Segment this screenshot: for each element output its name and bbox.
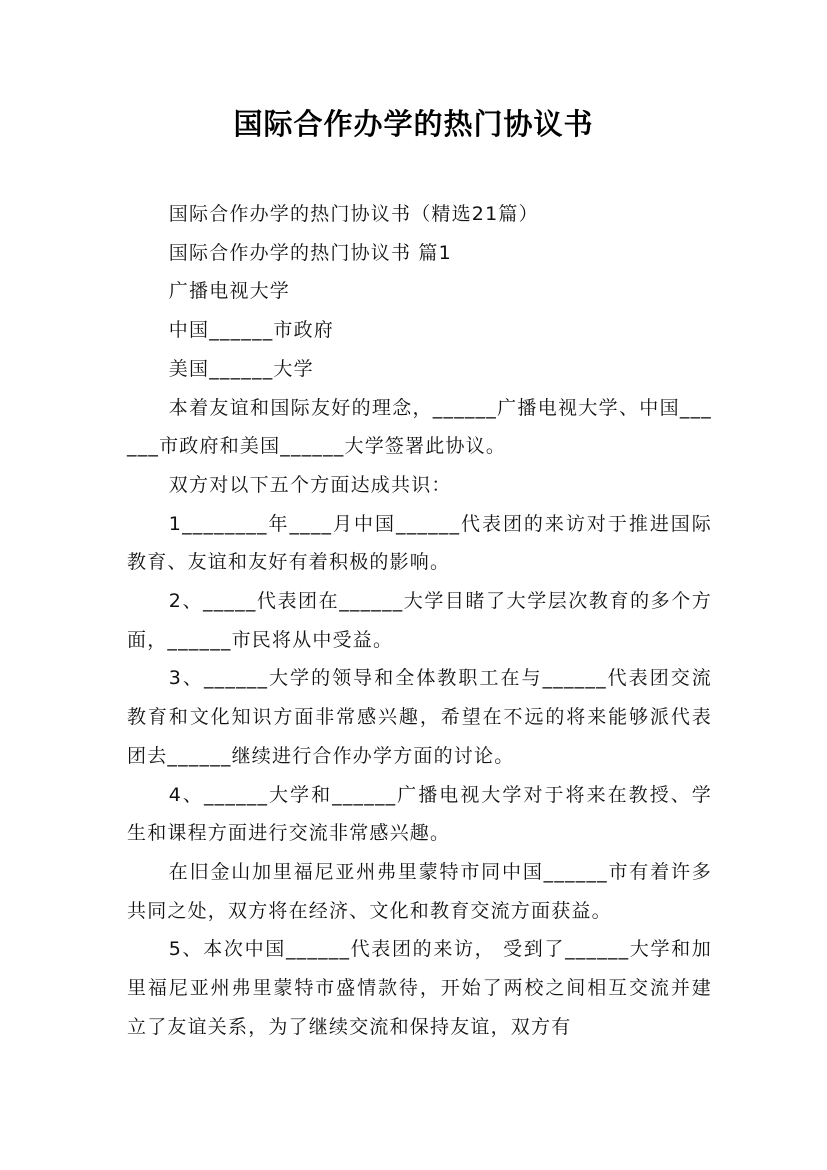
paragraph-13: 5、本次中国______代表团的来访， 受到了______大学和加里福尼亚州弗里蒙特市盛情款待，开始了两校之间相互交流并建立了友谊关系，为了继续交流和保持友谊，双方有 [127, 938, 712, 1038]
paragraph-11: 4、______大学和______广播电视大学对于将来在教授、学生和课程方面进行交流非常感兴趣。 [127, 783, 712, 845]
paragraph-6: 本着友谊和国际友好的理念，______广播电视大学、中国______市政府和美国______大学签署此协议。 [127, 396, 712, 458]
paragraph-2: 国际合作办学的热门协议书 篇1 [168, 241, 452, 264]
paragraph-3: 广播电视大学 [168, 280, 290, 303]
paragraph-8: 1________年____月中国______代表团的来访对于推进国际教育、友谊和友好有着积极的影响。 [127, 512, 712, 574]
paragraph-7: 双方对以下五个方面达成共识： [168, 473, 452, 496]
paragraph-12: 在旧金山加里福尼亚州弗里蒙特市同中国______市有着许多共同之处，双方将在经济、文化和教育交流方面获益。 [127, 860, 712, 922]
paragraph-9: 2、_____代表团在______大学目睹了大学层次教育的多个方面，______市民将从中受益。 [127, 590, 712, 651]
document-body [127, 195, 712, 1046]
paragraph-1: 国际合作办学的热门协议书（精选21篇） [168, 203, 539, 225]
document-title: 国际合作办学的热门协议书 [233, 107, 594, 141]
paragraph-4: 中国______市政府 [168, 319, 334, 342]
paragraph-5: 美国______大学 [168, 357, 314, 380]
paragraph-10: 3、______大学的领导和全体教职工在与______代表团交流教育和文化知识方面非常感兴趣，希望在不远的将来能够派代表团去______继续进行合作办学方面的讨论。 [127, 667, 712, 767]
